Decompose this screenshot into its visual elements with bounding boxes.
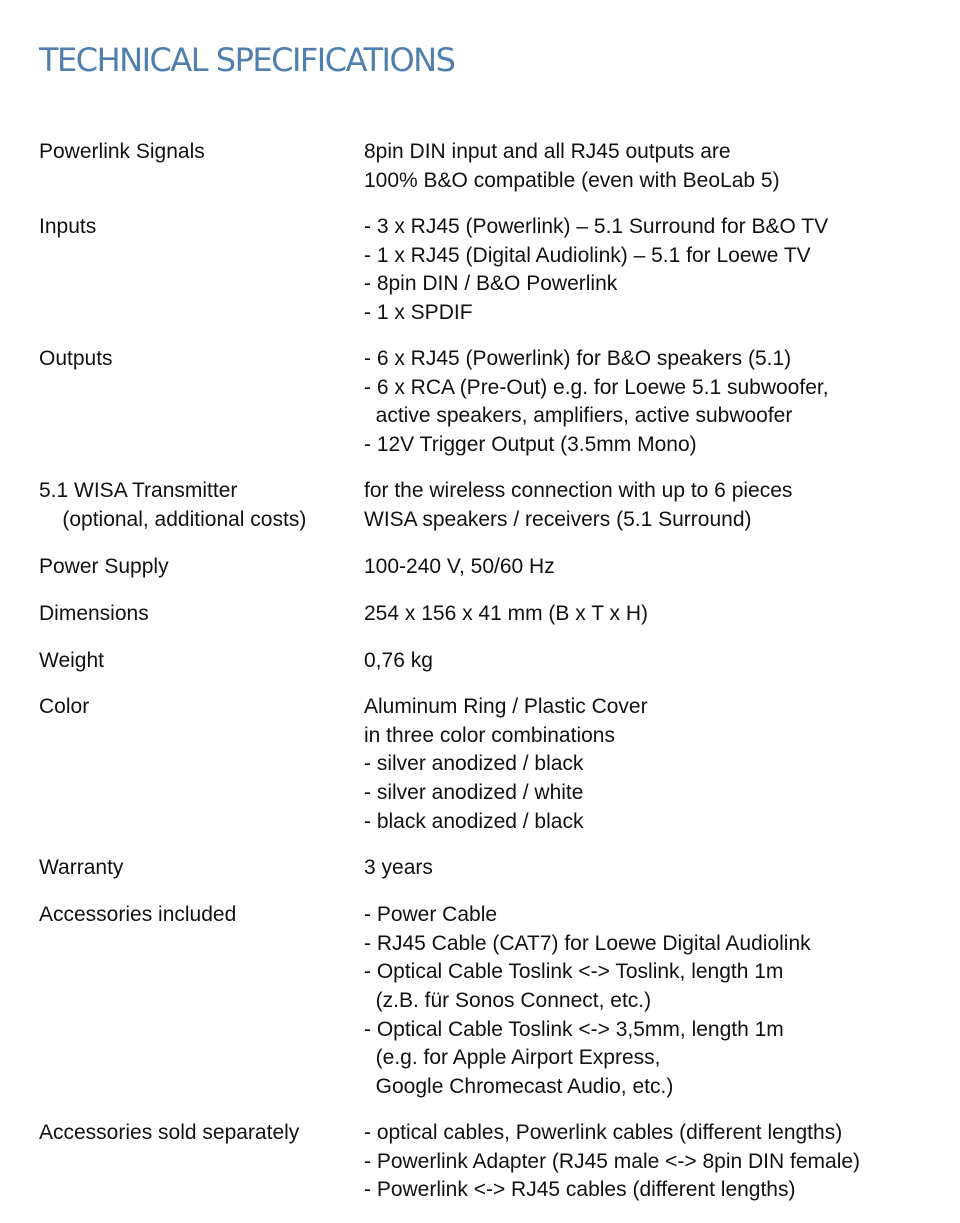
spec-label-line: Warranty — [39, 856, 124, 879]
spec-value-line: WISA speakers / receivers (5.1 Surround) — [364, 507, 752, 531]
spec-value-line: - black anodized / black — [364, 809, 584, 833]
spec-label — [39, 553, 359, 582]
spec-label — [39, 693, 359, 722]
spec-value — [364, 477, 954, 534]
spec-value — [364, 553, 954, 582]
spec-label-line: Powerlink Signals — [39, 140, 205, 163]
spec-value-line: - 12V Trigger Output (3.5mm Mono) — [364, 433, 697, 457]
spec-value-line: 8pin DIN input and all RJ45 outputs are — [364, 140, 731, 163]
spec-label — [39, 854, 359, 883]
spec-value — [364, 213, 954, 328]
spec-value-line: - optical cables, Powerlink cables (different lengths) — [364, 1121, 843, 1144]
spec-label-line: Outputs — [39, 347, 113, 370]
spec-value-line: - 8pin DIN / B&O Powerlink — [364, 272, 618, 296]
spec-value-line: (e.g. for Apple Airport Express, — [364, 1046, 661, 1070]
spec-label — [39, 138, 359, 167]
spec-value-line: - silver anodized / black — [364, 752, 584, 776]
spec-value — [364, 693, 954, 836]
spec-value-line: - silver anodized / white — [364, 781, 584, 805]
spec-value — [364, 345, 954, 460]
spec-label — [39, 213, 359, 242]
spec-value-line: - 1 x SPDIF — [364, 301, 473, 325]
spec-label-line: Inputs — [39, 215, 97, 238]
spec-value-line: - Powerlink Adapter (RJ45 male <-> 8pin DIN female) — [364, 1149, 861, 1173]
spec-value — [364, 854, 954, 883]
spec-label-line: (optional, additional costs) — [39, 507, 307, 531]
page-title: TECHNICAL SPECIFICATIONS — [39, 41, 455, 79]
spec-value-line: - 3 x RJ45 (Powerlink) – 5.1 Surround for B&O TV — [364, 215, 829, 238]
spec-value-line: - 6 x RJ45 (Powerlink) for B&O speakers (5.1) — [364, 347, 792, 370]
spec-value-line: - RJ45 Cable (CAT7) for Loewe Digital Audiolink — [364, 931, 811, 955]
spec-label — [39, 477, 359, 534]
spec-value-line: - 1 x RJ45 (Digital Audiolink) – 5.1 for Loewe TV — [364, 243, 811, 267]
spec-value-line: - Optical Cable Toslink <-> 3,5mm, length 1m — [364, 1017, 784, 1041]
spec-value-line: (z.B. für Sonos Connect, etc.) — [364, 989, 652, 1013]
spec-value — [364, 600, 954, 629]
spec-label-line: Weight — [39, 649, 104, 672]
spec-value-line: for the wireless connection with up to 6 pieces — [364, 479, 793, 502]
spec-value-line: - 6 x RCA (Pre-Out) e.g. for Loewe 5.1 subwoofer, — [364, 375, 829, 399]
spec-value-line: 3 years — [364, 856, 433, 879]
spec-label-line: 5.1 WISA Transmitter — [39, 479, 238, 502]
spec-value — [364, 138, 954, 195]
spec-label — [39, 647, 359, 676]
spec-value-line: in three color combinations — [364, 723, 615, 747]
spec-label-line: Dimensions — [39, 602, 149, 625]
spec-value-line: - Power Cable — [364, 903, 498, 926]
spec-value-line: - Optical Cable Toslink <-> Toslink, length 1m — [364, 960, 784, 984]
spec-value-line: 0,76 kg — [364, 649, 433, 672]
spec-value-line: - Powerlink <-> RJ45 cables (different lengths) — [364, 1178, 796, 1202]
spec-value-line: 100% B&O compatible (even with BeoLab 5) — [364, 168, 780, 192]
spec-label — [39, 901, 359, 930]
spec-label — [39, 1119, 359, 1148]
spec-value — [364, 901, 954, 1102]
spec-value — [364, 1119, 954, 1205]
spec-label — [39, 600, 359, 629]
spec-label-line: Color — [39, 695, 90, 718]
spec-value-line: 100-240 V, 50/60 Hz — [364, 555, 555, 578]
spec-value-line: Google Chromecast Audio, etc.) — [364, 1075, 674, 1099]
spec-value — [364, 647, 954, 676]
spec-label — [39, 345, 359, 374]
spec-value-line: 254 x 156 x 41 mm (B x T x H) — [364, 602, 648, 625]
spec-label-line: Power Supply — [39, 555, 169, 578]
spec-label-line: Accessories included — [39, 903, 237, 926]
spec-value-line: active speakers, amplifiers, active subwoofer — [364, 404, 793, 428]
spec-label-line: Accessories sold separately — [39, 1121, 300, 1144]
spec-value-line: Aluminum Ring / Plastic Cover — [364, 695, 648, 718]
